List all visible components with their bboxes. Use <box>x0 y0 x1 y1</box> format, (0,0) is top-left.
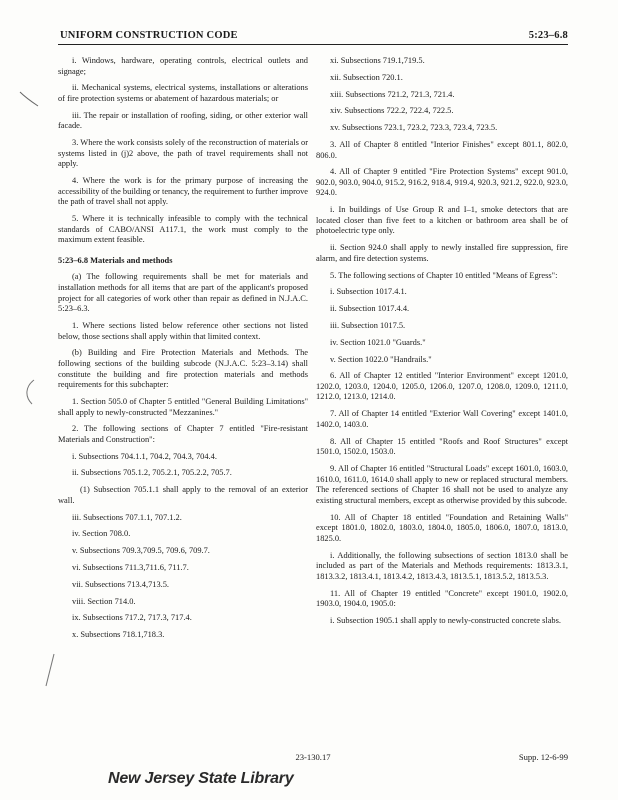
paragraph: iii. The repair or installation of roofing, siding, or other exterior wall facade. <box>58 110 308 131</box>
list-item: xi. Subsections 719.1,719.5. <box>330 56 425 65</box>
paragraph: (b) Building and Fire Protection Materials and Methods. The following sections of the building subcode (N.J.A.C. 5:23–3.14) shall constitute the building and fire protection materials and methods requirements for this subchapter: <box>58 348 308 390</box>
list-item: v. Section 1022.0 "Handrails." <box>330 354 432 364</box>
list-item: x. Subsections 718.1,718.3. <box>72 630 165 640</box>
paragraph: i. Additionally, the following subsections of section 1813.0 shall be included as part of the Materials and Methods requirements: 1813.3.1, 1813.3.2, 1813.4.1, 1813.4.2, 1813.4.3, 1813.5.1, 1813.5.2, 1813.5.3. <box>316 550 568 581</box>
paragraph: 3. All of Chapter 8 entitled "Interior Finishes" except 801.1, 802.0, 806.0. <box>316 139 568 160</box>
paragraph: 1. Where sections listed below reference other sections not listed below, those sections shall apply within that limited context. <box>58 321 308 341</box>
paragraph: 10. All of Chapter 18 entitled "Foundation and Retaining Walls" except 1801.0, 1802.0, 1803.0, 1804.0, 1805.0, 1806.0, 1807.0, 1813.0, 1825.0. <box>316 512 568 543</box>
section-heading: 5:23–6.8 Materials and methods <box>58 255 173 265</box>
left-column <box>58 56 308 647</box>
list-item: ii. Subsection 1017.4.4. <box>330 304 410 314</box>
list-item: v. Subsections 709.3,709.5, 709.6, 709.7. <box>72 546 210 556</box>
right-column <box>316 56 568 633</box>
paragraph: 9. All of Chapter 16 entitled "Structural Loads" except 1601.0, 1603.0, 1610.0, 1611.0, 1614.0 shall apply to new or replaced structural members. The referenced sections of Chapter 16 shall not be used to analyze any existing structural members, except as otherwise provided by this subcode. <box>316 464 568 505</box>
supplement-date: Supp. 12-6-99 <box>518 752 568 762</box>
list-item: xiii. Subsections 721.2, 721.3, 721.4. <box>330 89 455 99</box>
paragraph: 8. All of Chapter 15 entitled "Roofs and Roof Structures" except 1501.0, 1502.0, 1503.0. <box>316 436 568 457</box>
list-item: iv. Section 1021.0 "Guards." <box>330 337 426 347</box>
header-section-number: 5:23–6.8 <box>528 30 568 41</box>
paragraph: 5. The following sections of Chapter 10 entitled "Means of Egress": <box>330 270 558 280</box>
paragraph: 3. Where the work consists solely of the reconstruction of materials or systems listed in (j)2 above, the path of travel requirements shall not apply. <box>58 138 308 169</box>
page-number: 23-130.17 <box>295 752 331 762</box>
list-item: ix. Subsections 717.2, 717.3, 717.4. <box>72 613 192 623</box>
list-item: vii. Subsections 713.4,713.5. <box>72 579 170 589</box>
paragraph: i. In buildings of Use Group R and I–1, smoke detectors that are located closer than five feet to a kitchen or bathroom area shall be of photoelectric type only. <box>316 205 568 236</box>
scan-mark-icon <box>20 378 40 408</box>
paragraph: 7. All of Chapter 14 entitled "Exterior Wall Covering" except 1401.0, 1402.0, 1403.0. <box>316 409 568 429</box>
library-watermark: New Jersey State Library <box>108 770 294 787</box>
list-item: xiv. Subsections 722.2, 722.4, 722.5. <box>330 106 454 116</box>
list-item: (1) Subsection 705.1.1 shall apply to the removal of an exterior wall. <box>58 485 308 505</box>
list-item: vi. Subsections 711.3,711.6, 711.7. <box>72 562 189 572</box>
list-item: xv. Subsections 723.1, 723.2, 723.3, 723.4, 723.5. <box>330 123 498 133</box>
paragraph: 4. All of Chapter 9 entitled "Fire Protection Systems" except 901.0, 902.0, 903.0, 904.0, 915.2, 916.2, 918.4, 919.4, 920.3, 921.2, 922.0, 923.0, 924.0. <box>316 167 568 198</box>
paragraph: 1. Section 505.0 of Chapter 5 entitled "General Building Limitations" shall apply to newly-constructed "Mezzanines." <box>58 396 308 417</box>
paragraph: 2. The following sections of Chapter 7 entitled "Fire-resistant Materials and Construction": <box>58 424 308 444</box>
running-header <box>58 28 568 45</box>
paragraph: 6. All of Chapter 12 entitled "Interior Environment" except 1201.0, 1202.0, 1203.0, 1204.0, 1205.0, 1206.0, 1207.0, 1208.0, 1209.0, 1211.0, 1212.0, 1213.0, 1214.0. <box>316 371 568 402</box>
paragraph: (a) The following requirements shall be met for materials and installation methods for all items that are part of the applicant's proposed project for all categories of work other than repair as defined in N.J.A.C. 5:23–6.3. <box>58 272 308 314</box>
list-item: i. Subsection 1017.4.1. <box>330 287 407 297</box>
paragraph: i. Subsection 1905.1 shall apply to newly-constructed concrete slabs. <box>330 615 561 625</box>
list-item: viii. Section 714.0. <box>72 596 136 606</box>
list-item: ii. Subsections 705.1.2, 705.2.1, 705.2.2, 705.7. <box>72 468 232 478</box>
paragraph: 11. All of Chapter 19 entitled "Concrete" except 1901.0, 1902.0, 1903.0, 1904.0, 1905.0: <box>316 588 568 609</box>
paragraph: i. Windows, hardware, operating controls, electrical outlets and signage; <box>58 56 308 76</box>
list-item: i. Subsections 704.1.1, 704.2, 704.3, 704.4. <box>72 451 217 461</box>
list-item: iv. Section 708.0. <box>72 529 131 539</box>
list-item: iii. Subsections 707.1.1, 707.1.2. <box>72 512 182 522</box>
paragraph: ii. Mechanical systems, electrical systems, installations or alterations of fire protection systems or abatement of hazardous materials; or <box>58 83 308 103</box>
paragraph: ii. Section 924.0 shall apply to newly installed fire suppression, fire alarm, and fire detection systems. <box>316 243 568 263</box>
list-item: iii. Subsection 1017.5. <box>330 320 406 330</box>
scan-mark-icon <box>18 88 42 110</box>
paragraph: 4. Where the work is for the primary purpose of increasing the accessibility of the building or tenancy, the requirement to further improve the path of travel shall not apply. <box>58 176 308 207</box>
header-title: UNIFORM CONSTRUCTION CODE <box>60 30 238 41</box>
scan-mark-icon <box>42 648 62 688</box>
list-item: xii. Subsection 720.1. <box>330 72 403 82</box>
page-footer <box>58 752 568 766</box>
paragraph: 5. Where it is technically infeasible to comply with the technical standards of CABO/ANSI A117.1, the work must comply to the maximum extent feasible. <box>58 214 308 245</box>
